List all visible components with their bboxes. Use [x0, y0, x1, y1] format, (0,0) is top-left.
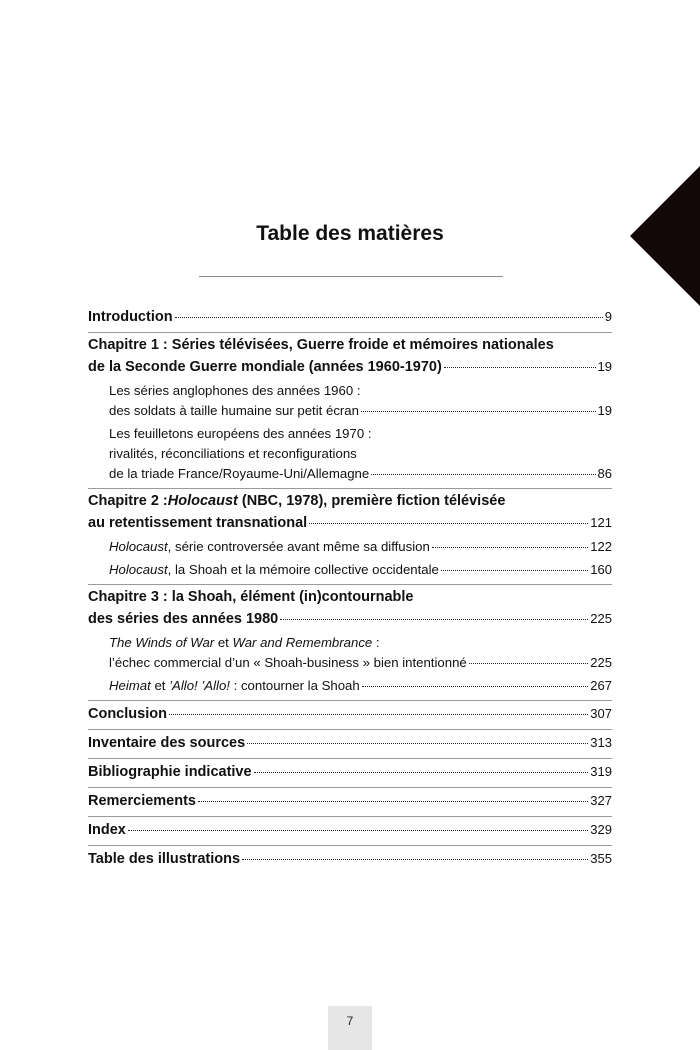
toc-subentry-label-italic: The Winds of War [109, 635, 215, 650]
entry-divider [88, 729, 612, 730]
toc-subentry-3-1[interactable] [88, 633, 612, 673]
dot-leader [175, 317, 603, 318]
toc-entry-chapter-3[interactable] [88, 587, 612, 630]
toc-page-number: 225 [590, 655, 612, 670]
toc-page-number: 86 [597, 466, 612, 481]
toc-page-number: 313 [590, 735, 612, 750]
toc-entry-label: Inventaire des sources [88, 735, 246, 751]
entry-divider [88, 700, 612, 701]
toc-entry-chapter-1[interactable] [88, 335, 612, 378]
toc-entry-introduction[interactable] [88, 306, 612, 328]
entry-divider [88, 816, 612, 817]
toc-page-number: 327 [590, 793, 612, 808]
dot-leader [469, 663, 589, 664]
toc-entry-index[interactable] [88, 819, 612, 841]
toc-subentry-label-tail: : contourner la Shoah [229, 678, 360, 693]
table-of-contents [88, 306, 612, 870]
toc-subentry-label-italic: War and Remembrance [232, 635, 373, 650]
toc-subentry-label-italic: Heimat [109, 678, 151, 693]
toc-subentry-label-cont: l’échec commercial d’un « Shoah-business » bien intentionné [109, 655, 467, 670]
entry-divider [88, 584, 612, 585]
toc-entry-label: Chapitre 1 : Séries télévisées, Guerre froide et mémoires nationales [88, 337, 554, 353]
toc-entry-label-cont: au retentissement transnational [88, 515, 308, 531]
toc-entry-bibliographie[interactable] [88, 761, 612, 783]
toc-page-number: 19 [597, 403, 612, 418]
toc-subentry-label: , la Shoah et la mémoire collective occidentale [167, 562, 439, 577]
entry-divider [88, 845, 612, 846]
toc-page-number: 355 [590, 851, 612, 866]
dot-leader [169, 714, 588, 715]
toc-entry-inventaire[interactable] [88, 732, 612, 754]
dot-leader [371, 474, 595, 475]
toc-entry-remerciements[interactable] [88, 790, 612, 812]
toc-entry-label-suffix: (NBC, 1978), première fiction télévisée [237, 493, 506, 509]
toc-entry-label: Table des illustrations [88, 851, 241, 867]
dot-leader [432, 547, 588, 548]
toc-subentry-label-mid: et [150, 678, 170, 693]
dot-leader [362, 686, 589, 687]
toc-subentry-label-cont: des soldats à taille humaine sur petit écran [109, 403, 359, 418]
toc-page-number: 267 [590, 678, 612, 693]
toc-entry-label-italic: Holocaust [167, 493, 238, 509]
toc-page-number: 19 [597, 359, 612, 374]
toc-entry-label: Remerciements [88, 793, 196, 809]
dot-leader [198, 801, 588, 802]
page-number: 7 [328, 1006, 372, 1050]
toc-page-number: 225 [590, 611, 612, 626]
title-divider [199, 276, 503, 277]
toc-subentry-3-2[interactable] [88, 676, 612, 696]
toc-entry-label: Conclusion [88, 706, 167, 722]
toc-subentry-label-cont: rivalités, réconciliations et reconfigurations [109, 446, 357, 461]
toc-subentry-label: Les séries anglophones des années 1960 : [109, 383, 361, 398]
dot-leader [242, 859, 588, 860]
toc-subentry-1-2[interactable] [88, 424, 612, 484]
toc-entry-label: Chapitre 3 : la Shoah, élément (in)contournable [88, 589, 414, 605]
dot-leader [444, 367, 596, 368]
toc-subentry-label: , série controversée avant même sa diffusion [167, 539, 430, 554]
toc-entry-label-cont: des séries des années 1980 [88, 611, 279, 627]
toc-page-number: 329 [590, 822, 612, 837]
toc-subentry-2-1[interactable] [88, 537, 612, 557]
toc-page-number: 9 [604, 309, 612, 324]
toc-page-number: 121 [590, 515, 612, 530]
dot-leader [247, 743, 588, 744]
dot-leader [280, 619, 588, 620]
toc-subentry-label-mid: et [214, 635, 233, 650]
toc-subentry-label-italic: ’Allo! ’Allo! [169, 678, 230, 693]
toc-subentry-label-tail: : [372, 635, 380, 650]
toc-entry-label: Index [88, 822, 126, 838]
toc-entry-conclusion[interactable] [88, 703, 612, 725]
page-title: Table des matières [256, 222, 444, 245]
toc-entry-label: Introduction [88, 309, 173, 325]
toc-subentry-label: Les feuilletons européens des années 1970 : [109, 426, 372, 441]
toc-page-number: 307 [590, 706, 612, 721]
toc-entry-label: Bibliographie indicative [88, 764, 252, 780]
toc-page-number: 160 [590, 562, 612, 577]
toc-subentry-1-1[interactable] [88, 381, 612, 421]
toc-page-number: 319 [590, 764, 612, 779]
dot-leader [441, 570, 588, 571]
entry-divider [88, 787, 612, 788]
dot-leader [309, 523, 588, 524]
toc-page-number: 122 [590, 539, 612, 554]
toc-subentry-2-2[interactable] [88, 560, 612, 580]
entry-divider [88, 758, 612, 759]
toc-entry-label-cont: de la Seconde Guerre mondiale (années 1960-1970) [88, 359, 442, 375]
toc-subentry-label-cont: de la triade France/Royaume-Uni/Allemagne [109, 466, 370, 481]
toc-entry-label-prefix: Chapitre 2 : [88, 493, 168, 509]
dot-leader [254, 772, 589, 773]
dot-leader [361, 411, 596, 412]
dot-leader [128, 830, 588, 831]
entry-divider [88, 332, 612, 333]
entry-divider [88, 488, 612, 489]
toc-entry-chapter-2[interactable] [88, 491, 612, 534]
toc-subentry-label-italic: Holocaust [109, 539, 168, 554]
toc-subentry-label-italic: Holocaust [109, 562, 168, 577]
toc-entry-illustrations[interactable] [88, 848, 612, 870]
